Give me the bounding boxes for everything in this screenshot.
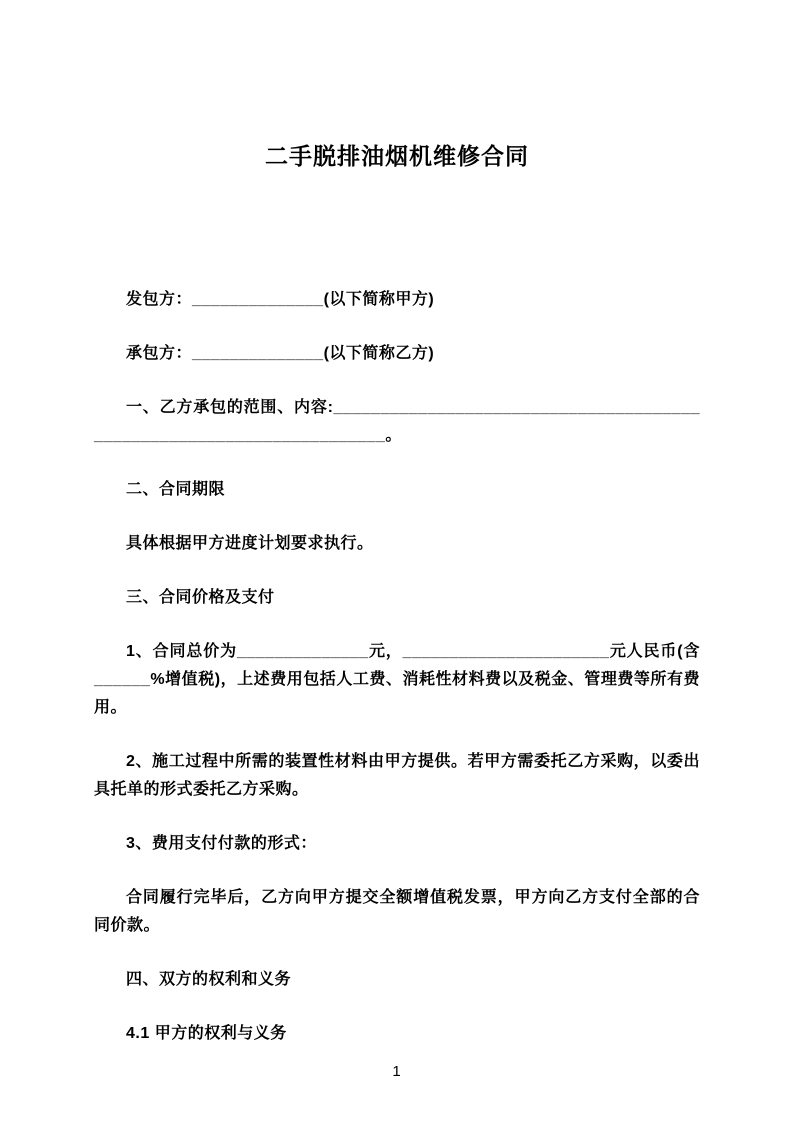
party-b-line: 承包方：______________(以下简称乙方)	[126, 345, 435, 362]
section-4-1-heading: 4.1 甲方的权利与义务	[126, 1025, 287, 1042]
section-4-heading: 四、双方的权利和义务	[126, 971, 292, 988]
page-number: 1	[392, 1063, 401, 1080]
section-1-scope: 一、乙方承包的范围、内容:______________________________________________________________________。	[94, 399, 700, 444]
section-3-heading: 三、合同价格及支付	[126, 589, 275, 606]
section-3-item-2: 2、施工过程中所需的装置性材料由甲方提供。若甲方需委托乙方采购，以委出具托单的形式委托乙方采购。	[94, 753, 700, 798]
section-3-item-1: 1、合同总价为______________元，______________________元人民币(含______%增值税)，上述费用包括人工费、消耗性材料费以及税金、管理费等所有费用。	[94, 643, 700, 716]
section-2-heading: 二、合同期限	[126, 481, 226, 498]
section-3-item-3-body: 合同履行完毕后，乙方向甲方提交全额增值税发票，甲方向乙方支付全部的合同价款。	[94, 889, 700, 934]
document-title: 二手脱排油烟机维修合同	[265, 143, 529, 169]
section-3-item-3: 3、费用支付付款的形式：	[126, 835, 317, 852]
party-a-line: 发包方：______________(以下简称甲方)	[126, 291, 435, 308]
section-2-body: 具体根据甲方进度计划要求执行。	[126, 535, 374, 552]
